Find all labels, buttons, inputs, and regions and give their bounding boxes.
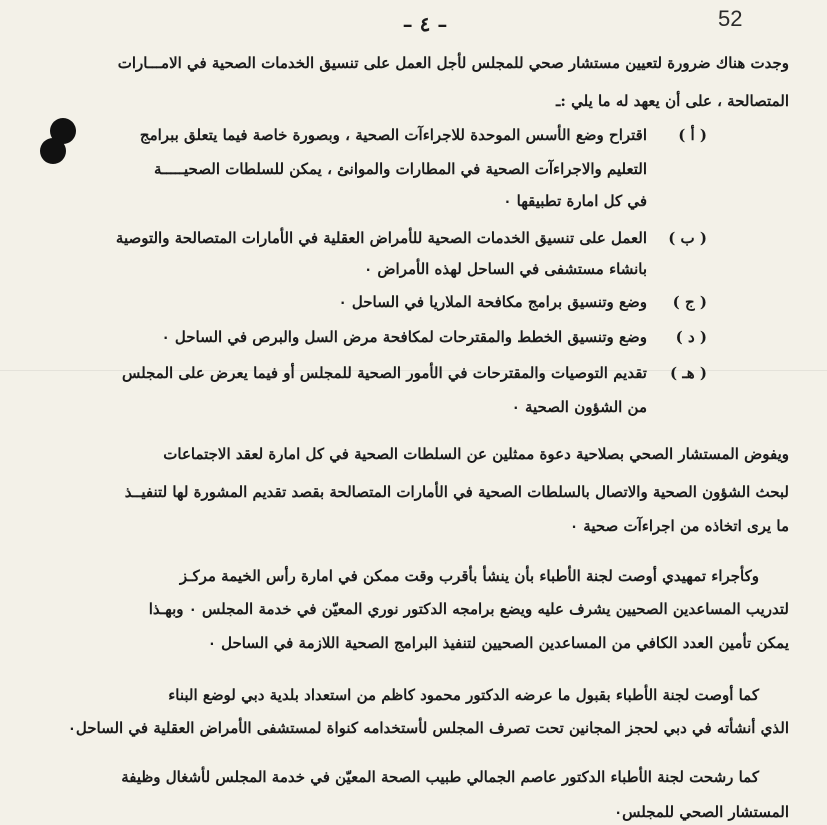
paragraph-line: كما أوصت لجنة الأطباء بقبول ما عرضه الدكتور محمود كاظم من استعداد بلدية دبي لوضع البناء	[168, 686, 759, 704]
paragraph-line: لبحث الشؤون الصحية والاتصال بالسلطات الصحية في الأمارات المتصالحة بقصد تقديم المشورة لها لتنفيــذ	[124, 483, 789, 501]
item-label: ( د )	[675, 328, 707, 346]
item-line: وضع وتنسيق الخطط والمقترحات لمكافحة مرض السل والبرص في الساحل ٠	[161, 328, 647, 346]
item-label: ( ب )	[668, 229, 707, 247]
paragraph-line: وكأجراء تمهيدي أوصت لجنة الأطباء بأن ينشأ بأقرب وقت ممكن في امارة رأس الخيمة مركـز	[179, 567, 759, 585]
paragraph-line: الذي أنشأته في دبي لحجز المجانين تحت تصرف المجلس لأستخدامه كنواة لمستشفى الأمراض العقلية في الساحل٠	[67, 719, 789, 737]
intro-line: المتصالحة ، على أن يعهد له ما يلي :ـ	[555, 92, 789, 110]
paragraph-line: ما يرى اتخاذه من اجراءآت صحية ٠	[570, 517, 789, 535]
punch-hole-bottom	[40, 138, 66, 164]
paragraph-line: كما رشحت لجنة الأطباء الدكتور عاصم الجمالي طبيب الصحة المعيّن في خدمة المجلس لأشغال وظيفة	[121, 768, 759, 786]
item-line: بانشاء مستشفى في الساحل لهذه الأمراض ٠	[364, 260, 647, 278]
paragraph-line: ويفوض المستشار الصحي بصلاحية دعوة ممثلين عن السلطات الصحية في كل امارة لعقد الاجتماعات	[163, 445, 789, 463]
item-line: التعليم والاجراءآت الصحية في المطارات والموانئ ، يمكن للسلطات الصحيـــــة	[154, 160, 647, 178]
item-line: اقتراح وضع الأسس الموحدة للاجراءآت الصحية ، وبصورة خاصة فيما يتعلق ببرامج	[139, 126, 647, 144]
paragraph-line: يمكن تأمين العدد الكافي من المساعدين الصحيين لتنفيذ البرامج الصحية اللازمة في الساحل ٠	[207, 634, 789, 652]
paragraph-line: لتدريب المساعدين الصحيين يشرف عليه ويضع برامجه الدكتور نوري المعيّن في خدمة المجلس ٠ وبهـذا	[148, 600, 789, 618]
page-number: 52	[718, 6, 743, 31]
item-line: من الشؤون الصحية ٠	[511, 398, 647, 416]
item-line: تقديم التوصيات والمقترحات في الأمور الصحية للمجلس أو فيما يعرض على المجلس	[122, 364, 647, 382]
item-label: ( ج )	[672, 293, 707, 311]
item-line: العمل على تنسيق الخدمات الصحية للأمراض العقلية في الأمارات المتصالحة والتوصية	[115, 229, 647, 247]
item-line: في كل امارة تطبيقها ٠	[503, 192, 647, 210]
item-line: وضع وتنسيق برامج مكافحة الملاريا في الساحل ٠	[338, 293, 647, 311]
paragraph-line: المستشار الصحي للمجلس٠	[614, 803, 789, 821]
intro-line: وجدت هناك ضرورة لتعيين مستشار صحي للمجلس لأجل العمل على تنسيق الخدمات الصحية في الامـــارات	[117, 54, 789, 72]
item-label: ( أ )	[678, 126, 707, 144]
page-header: – ٤ –	[402, 12, 448, 36]
item-label: ( هـ )	[670, 364, 707, 382]
